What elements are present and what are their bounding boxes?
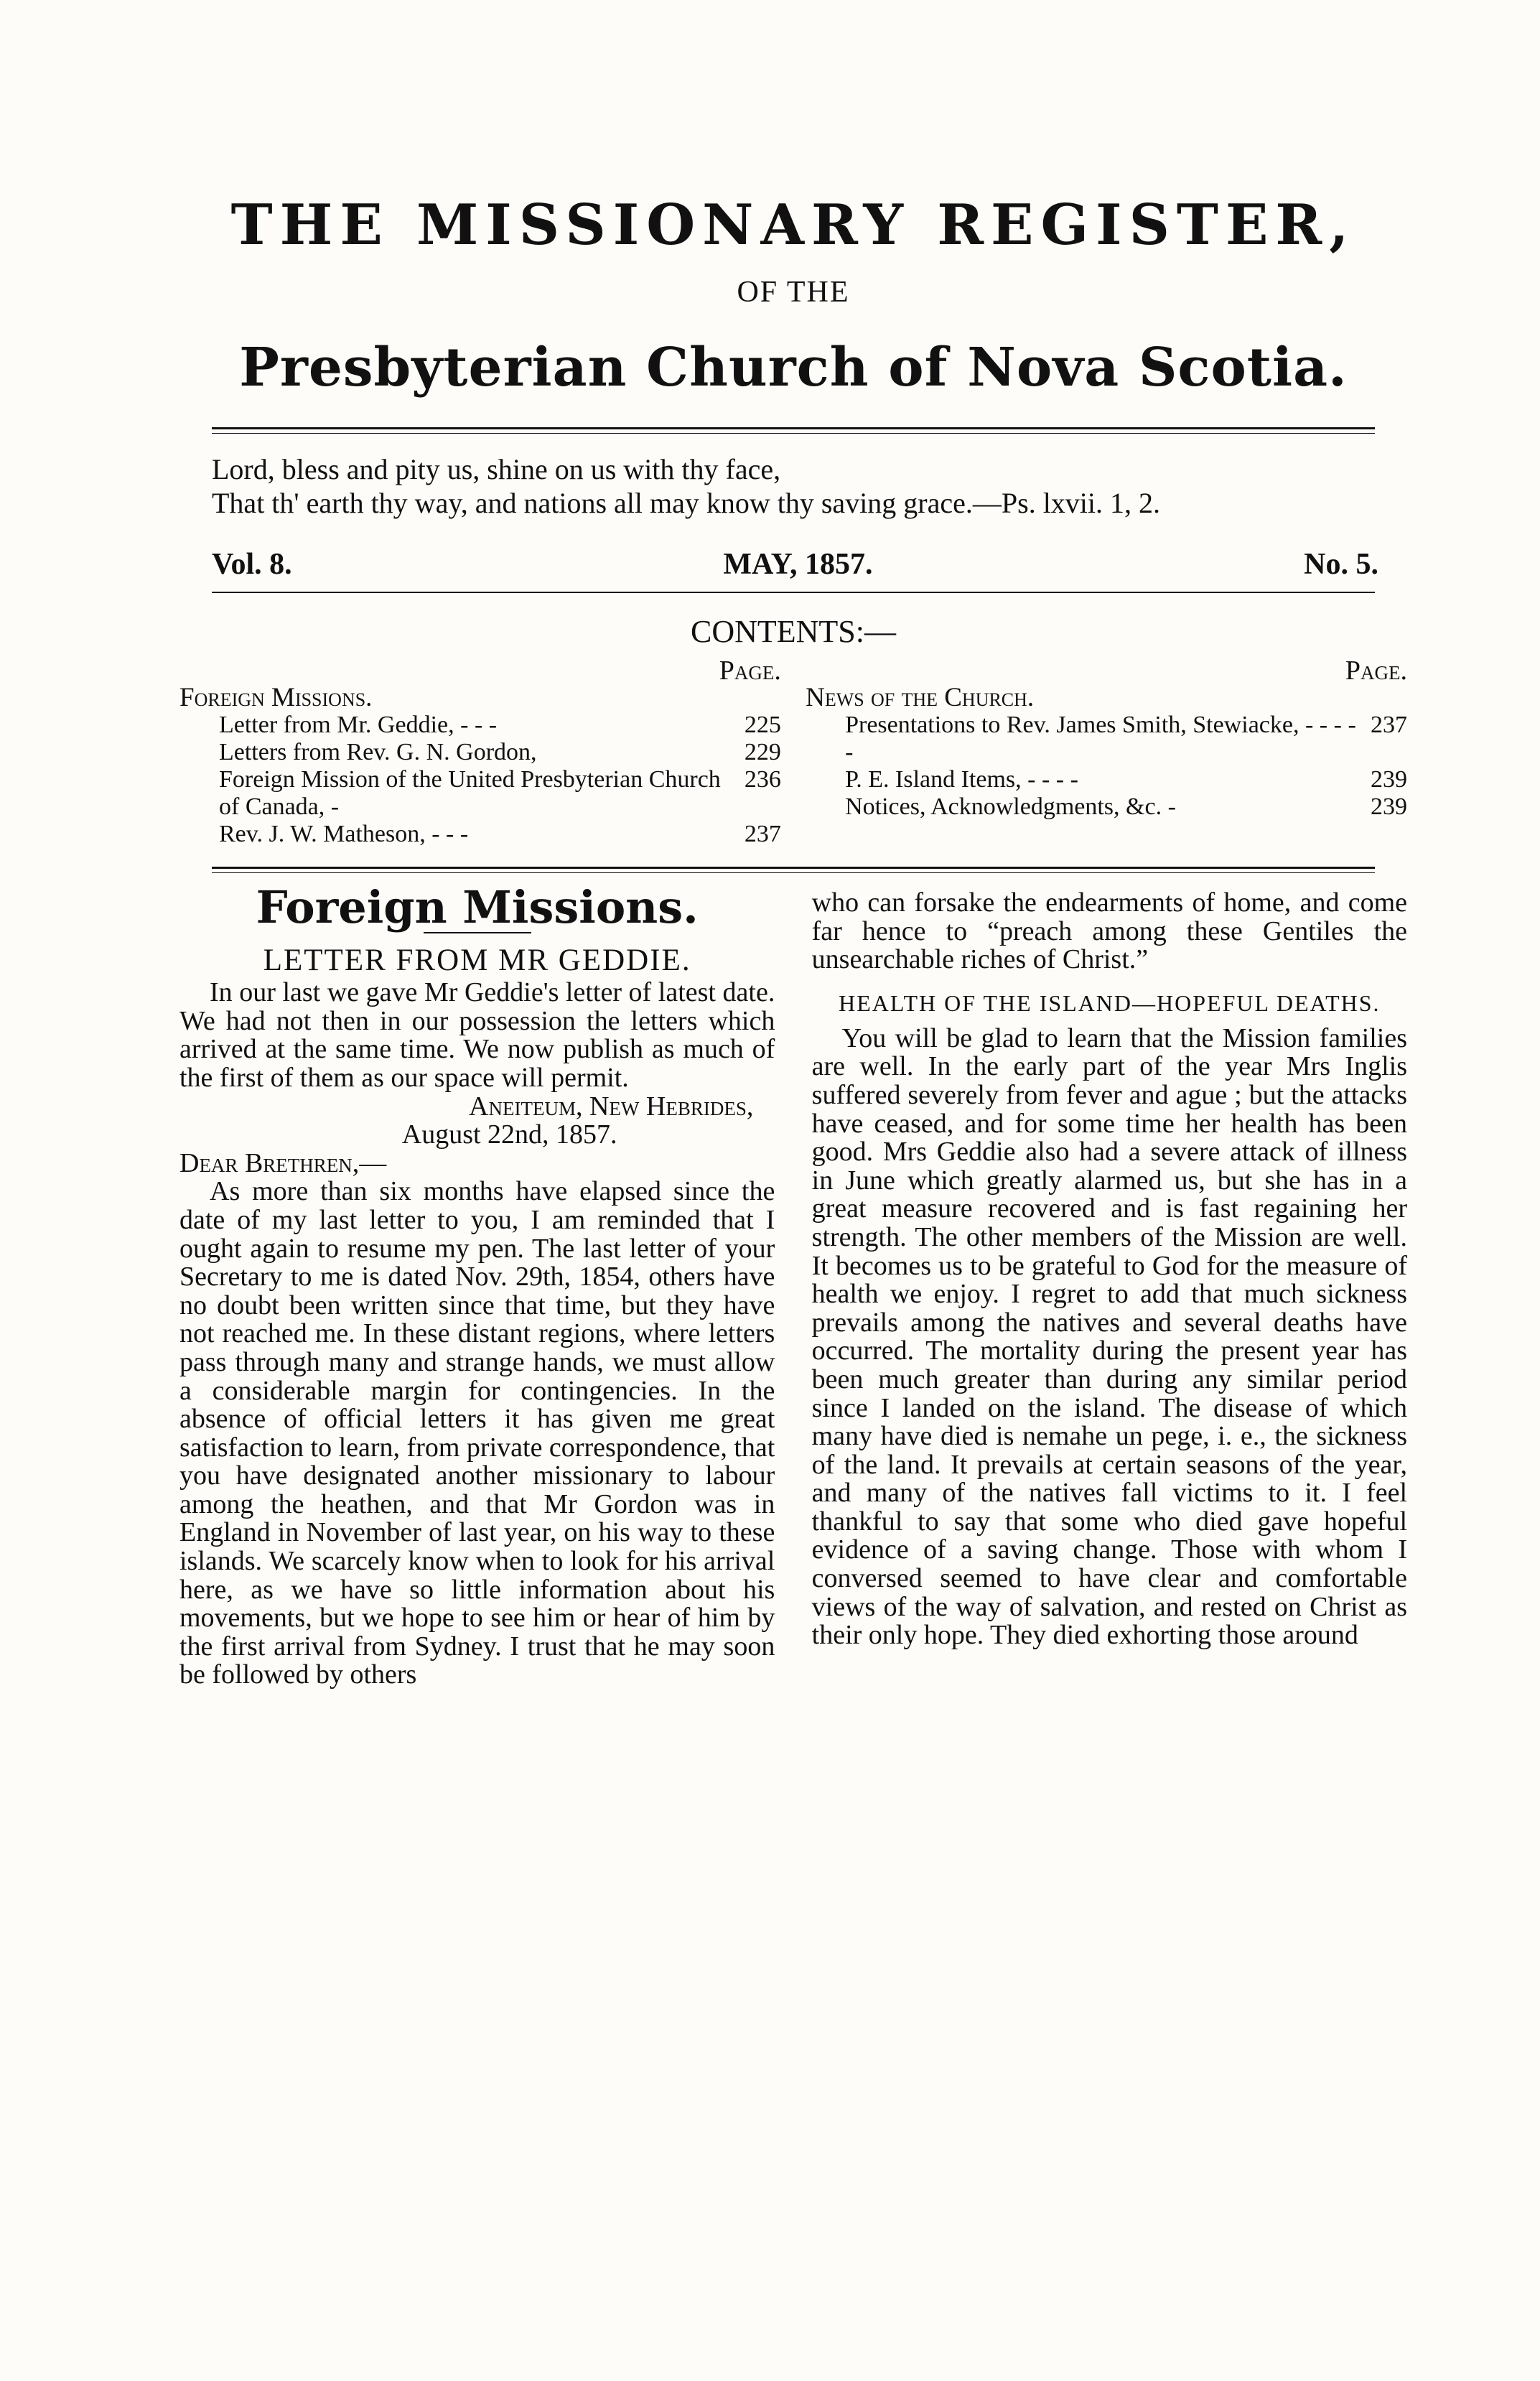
toc-item[interactable]: Presentations to Rev. James Smith, Stewiacke, - - - - - 237 [845, 712, 1407, 765]
subheading: HEALTH OF THE ISLAND—HOPEFUL DEATHS. [839, 989, 1381, 1016]
issue-date: MAY, 1857. [723, 548, 873, 581]
masthead-of-the: OF THE [737, 276, 850, 309]
toc-item[interactable]: P. E. Island Items, - - - - 239 [845, 766, 1407, 793]
article-title: LETTER FROM MR GEDDIE. [263, 943, 691, 977]
issue-line [179, 547, 1407, 582]
journal-page [179, 165, 1407, 1690]
toc-item[interactable]: Letter from Mr. Geddie, - - - 225 [219, 712, 781, 738]
contents-rule [212, 867, 1375, 873]
article-column-right [812, 889, 1407, 1690]
toc-item[interactable]: Foreign Mission of the United Presbyterian Church of Canada, - 236 [219, 766, 781, 820]
issue-number: No. 5. [1304, 548, 1378, 581]
toc-item[interactable]: Rev. J. W. Matheson, - - - 237 [219, 821, 781, 847]
motto-line-1: Lord, bless and pity us, shine on us with thy face, [212, 453, 781, 485]
masthead-title: THE MISSIONARY REGISTER, [230, 192, 1356, 258]
masthead-rule [212, 427, 1375, 434]
letter-paragraph: As more than six months have elapsed since the date of my last letter to you, I am reminded that I ought again to resume my pen. The last letter of your Secretary to me is dated Nov. 29th, 1854, others have no doubt been written since that time, but they have not reached me. In these distant regions, where letters pass through many and strange hands, we must allow a considerable margin for contingencies. In the absence of official letters it has given me great satisfaction to learn, from private correspondence, that you have designated another missionary to labour among the heathen, and that Mr Gordon was in England in November of last year, on his way to these islands. We scarcely know when to look for his arrival here, as we have so little information about his movements, but we hope to see him or hear of him by the first arrival from Sydney. I trust that he may soon be followed by others [179, 1176, 775, 1690]
toc-item[interactable]: Notices, Acknowledgments, &c. - 239 [845, 793, 1407, 820]
masthead-subtitle: Presbyterian Church of Nova Scotia. [239, 337, 1348, 399]
issue-rule [212, 592, 1375, 593]
toc-right-heading: News of the Church. [806, 683, 1035, 712]
table-of-contents [179, 657, 1407, 848]
article-column-left [179, 881, 775, 1690]
contents-title: CONTENTS:— [691, 614, 896, 649]
section-title: Foreign Missions. [256, 881, 699, 933]
letter-salutation: Dear Brethren,— [179, 1147, 387, 1178]
toc-page-label: Page. [719, 656, 781, 686]
motto [179, 452, 1407, 520]
article-intro: In our last we gave Mr Geddie's letter of latest date. We had not then in our possession the letters which arrived at the same time. We now publish as much of the first of them as our space will permit. [179, 977, 775, 1093]
letter-continuation: who can forsake the endearments of home, and come far hence to “preach among these Gentiles the unsearchable riches of Christ.” [811, 887, 1407, 975]
toc-left-column [179, 657, 781, 848]
issue-volume: Vol. 8. [212, 548, 292, 581]
letter-paragraph: You will be glad to learn that the Mission families are well. In the early part of the year Mrs Inglis suffered severely from fever and ague ; but the attacks have ceased, and for some time her health has been good. Mrs Geddie also had a severe attack of illness in June which greatly alarmed us, but she has in a great measure recovered and is fast regaining her strength. The other members of the Mission are well. It becomes us to be grateful to God for the measure of health we enjoy. I regret to add that much sickness prevails among the natives and several deaths have occurred. The mortality during the present year has been much greater than during any similar period since I landed on the island. The disease of which many have died is nemahe un pege, i. e., the sickness of the land. It prevails at certain seasons of the year, and many of the natives fall victims to it. I feel thankful to say that some who died gave hopeful evidence of a saving change. Those with whom I conversed seemed to have clear and comfortable views of the way of salvation, and rested on Christ as their only hope. They died exhorting those around [811, 1022, 1407, 1651]
letter-place: Aneiteum, New Hebrides, [469, 1091, 754, 1122]
letter-date: August 22nd, 1857. [401, 1119, 617, 1150]
toc-page-label: Page. [1345, 656, 1407, 686]
toc-item[interactable]: Letters from Rev. G. N. Gordon, 229 [219, 739, 781, 765]
toc-right-column [806, 657, 1407, 848]
article-columns [179, 881, 1407, 1690]
motto-line-2: That th' earth thy way, and nations all may know thy saving grace.—Ps. lxvii. 1, 2. [212, 487, 1161, 519]
toc-left-heading: Foreign Missions. [179, 683, 373, 712]
